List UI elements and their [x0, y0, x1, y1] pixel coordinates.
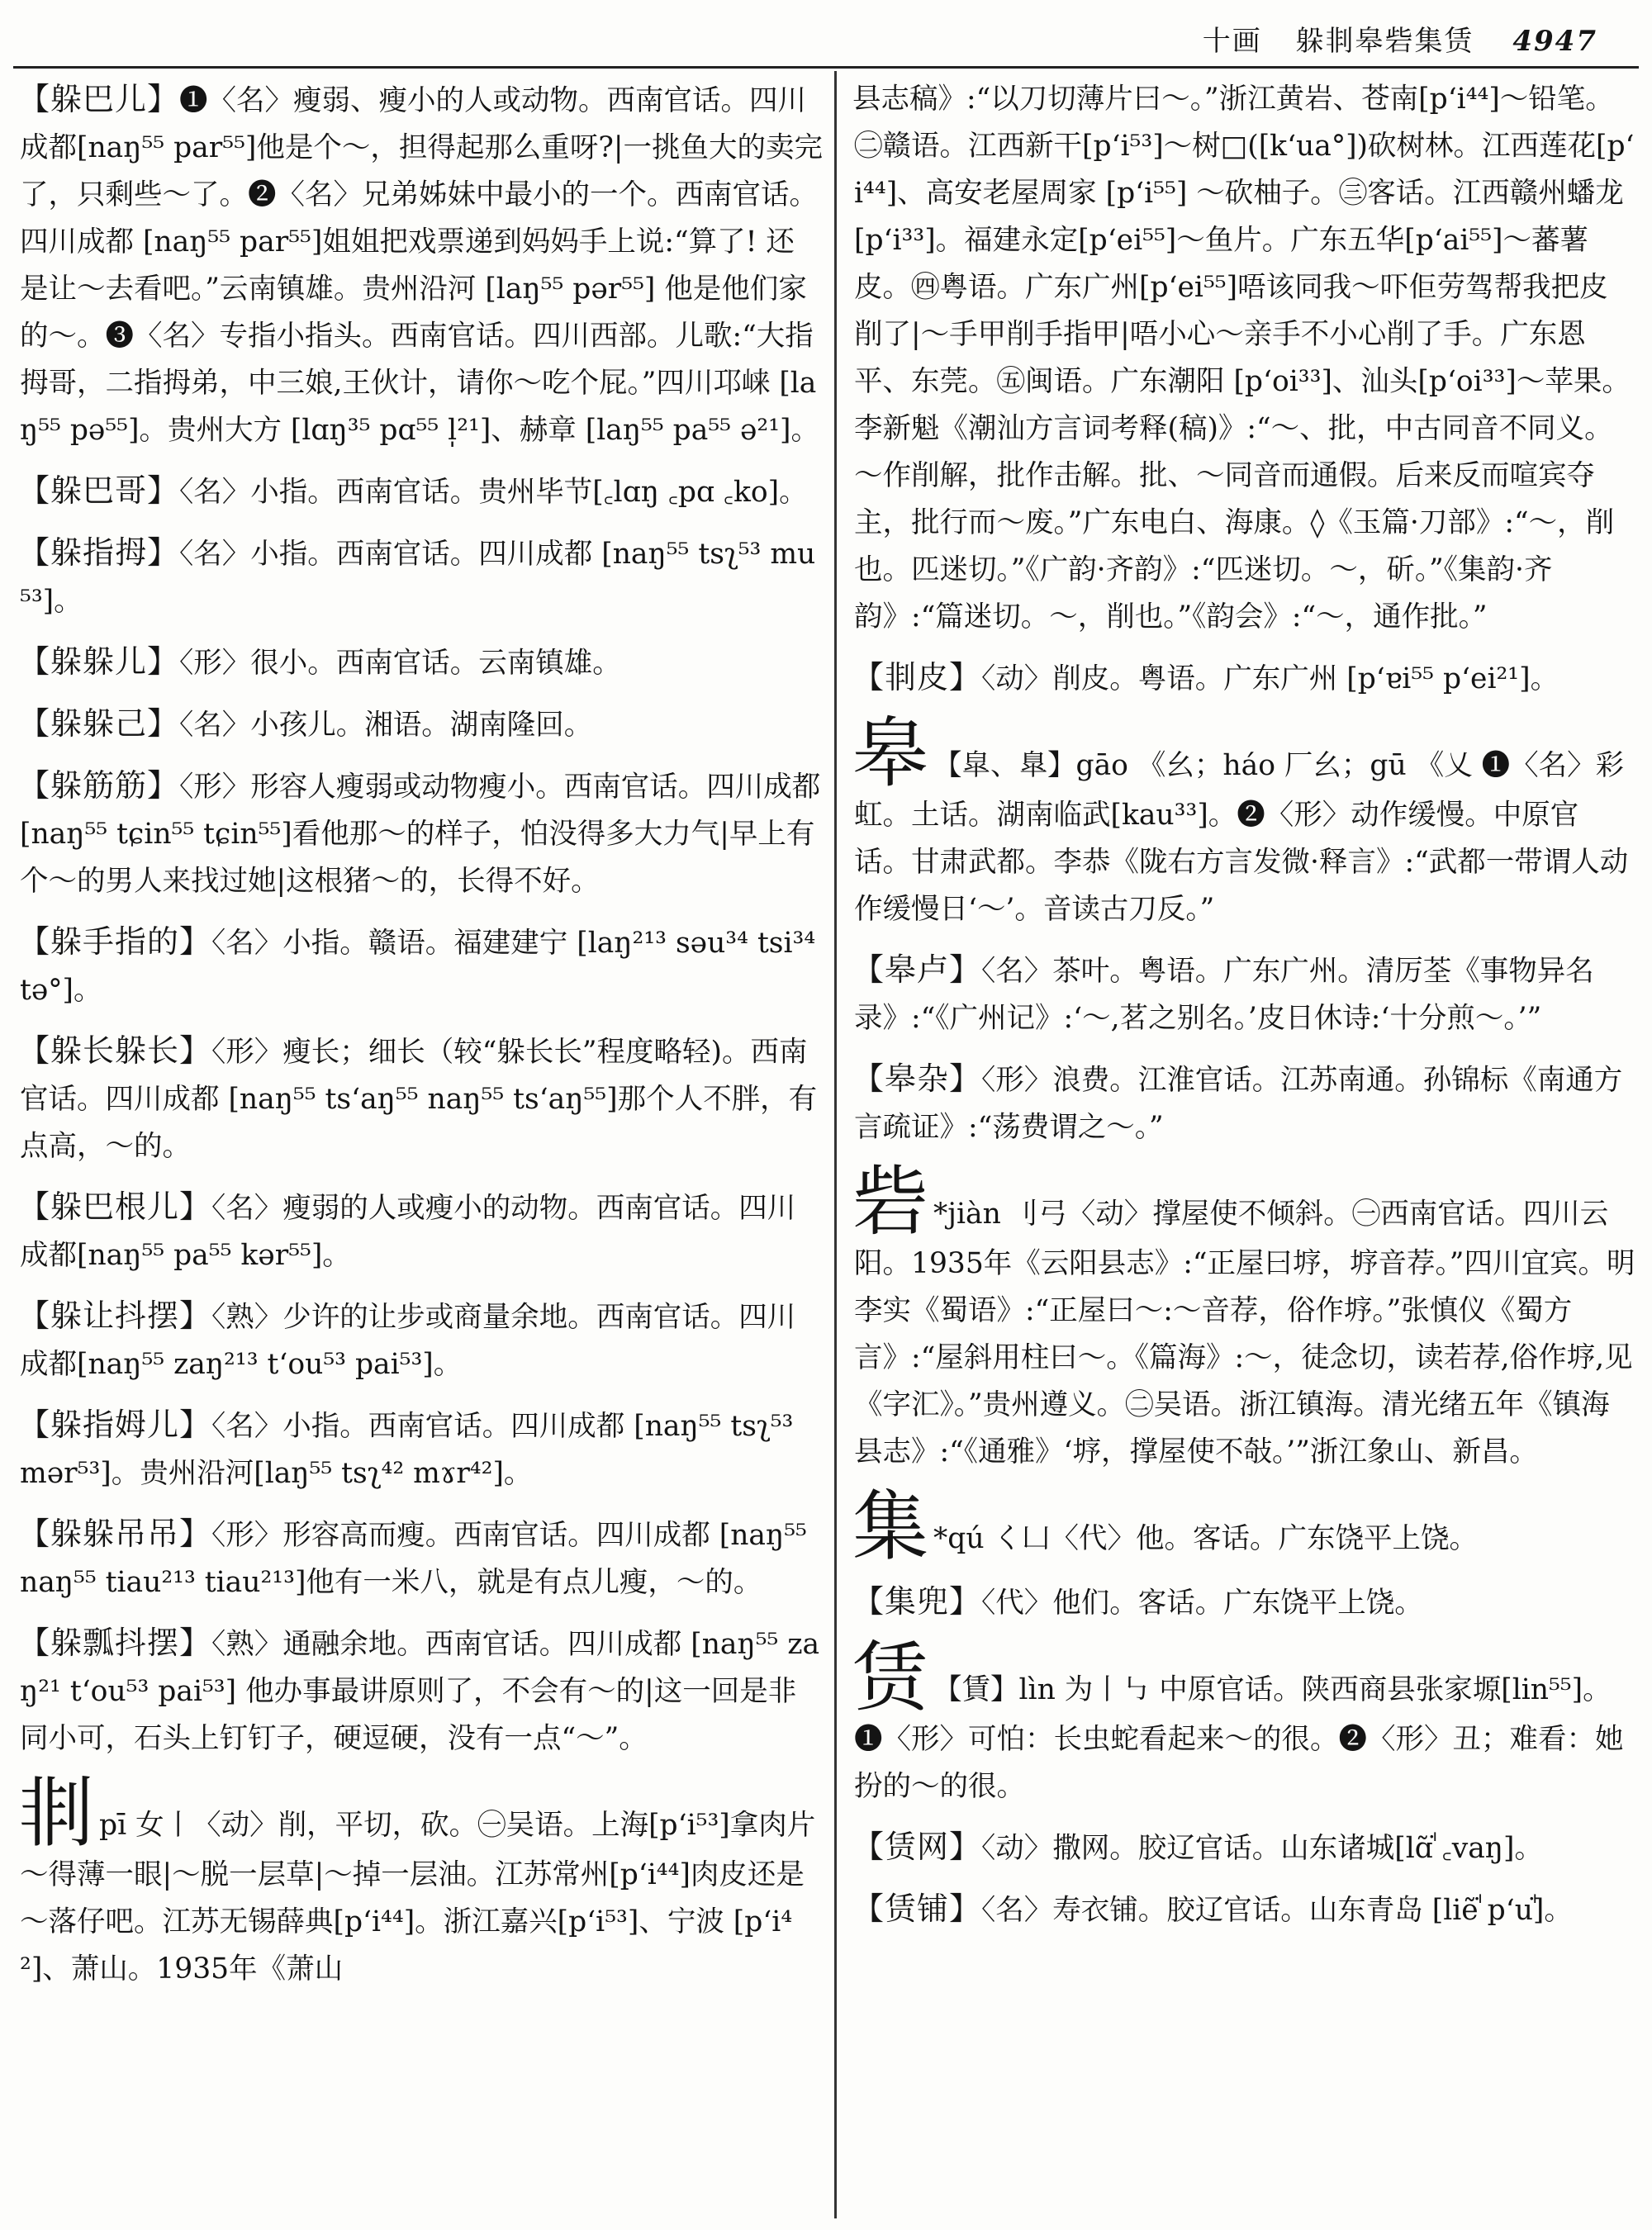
entry-body: 【皐、臯】gāo 《幺；háo 厂幺；gū 《乂 ❶〈名〉彩虹。土话。湖南临武[kau³³]。❷〈形〉动作缓慢。中原官话。甘肃武都。李恭《陇右方言发微·释言》:“武都一带谓人动作缓慢日‘～’。音读古刀反。”: [854, 749, 1629, 926]
dict-entry: [20, 467, 823, 516]
entry-headword: 【躲巴根儿】: [18, 1189, 212, 1225]
column-divider: [834, 71, 837, 2218]
running-header: [1203, 18, 1597, 59]
dict-entry-character: [852, 1158, 1635, 1476]
entry-headword: 【剕皮】: [852, 659, 982, 695]
entry-body: *jiàn 刂弓〈动〉撑屋使不倾斜。㊀西南官话。四川云阳。1935年《云阳县志》:“正屋曰垿，垿音荐。”四川宜宾。明李实《蜀语》:“正屋曰～:～音荐，俗作垿。”张慎仪《蜀方言》:“屋斜用柱曰～。《篇海》:～，徒念切，读若荐,俗作垿,见《字汇》。”贵州遵义。㊁吴语。浙江镇海。清光绪五年《镇海县志》:“《通雅》‘垿，撑屋使不敧。’”浙江象山、新昌。: [854, 1198, 1635, 1468]
entry-body: ❶〈名〉瘦弱、瘦小的人或动物。西南官话。四川成都[naŋ⁵⁵ par⁵⁵]他是个～，担得起那么重呀?|一挑鱼大的卖完了，只剩些～了。❷〈名〉兄弟姊妹中最小的一个。西南官话。四川成都 [naŋ⁵⁵ par⁵⁵]姐姐把戏票递到妈妈手上说:“算了! 还是让～去看吧。”云南镇雄。贵州沿河 [laŋ⁵⁵ pər⁵⁵] 他是他们家的～。❸〈名〉专指小指头。西南官话。四川西部。儿歌:“大指拇哥，二指拇弟，中三娘,王伙计，请你～吃个屁。”四川邛崃 [laŋ⁵⁵ pə⁵⁵]。贵州大方 [lɑŋ³⁵ pɑ⁵⁵ l̩²¹]、赫章 [laŋ⁵⁵ pa⁵⁵ ə²¹]。: [20, 84, 823, 447]
header-rule: [13, 66, 1639, 69]
entry-body: 〈名〉小指。西南官话。贵州毕节[꜀lɑŋ ꜀pɑ ꜀ko]。: [179, 476, 808, 509]
entry-headword: 【躲指姆儿】: [18, 1407, 212, 1443]
dict-entry-character: [852, 1634, 1635, 1810]
entry-body: 〈代〉他们。客话。广东饶平上饶。: [981, 1587, 1423, 1620]
dict-entry-character: [18, 1769, 823, 1993]
entry-big-character: 砦: [852, 1158, 929, 1246]
dict-entry: [20, 1184, 823, 1279]
page-number: 4947: [1512, 25, 1597, 58]
entry-headword: 【皋卢】: [852, 951, 982, 988]
entry-headword: 【躲躲己】: [18, 705, 180, 742]
entry-body: 〈名〉瘦弱的人或瘦小的动物。西南官话。四川成都[naŋ⁵⁵ pa⁵⁵ kər⁵⁵]。: [20, 1192, 796, 1272]
header-chars: 躲剕皋砦集赁: [1295, 25, 1474, 58]
dict-entry: [854, 1824, 1635, 1872]
dict-entry: [20, 762, 823, 905]
entry-big-character: 剕: [18, 1769, 95, 1858]
dict-entry: [854, 1578, 1635, 1627]
entry-headword: 【躲巴哥】: [18, 472, 180, 509]
entry-headword: 【赁铺】: [852, 1891, 982, 1927]
dict-entry: [20, 1620, 823, 1763]
dict-entry-continued: [854, 76, 1635, 641]
entry-body: pī 女丨〈动〉削，平切，砍。㊀吴语。上海[pʻi⁵³]拿肉片～得薄一眼|～脱一层草|～掉一层油。江苏常州[pʻi⁴⁴]肉皮还是～落仔吧。江苏无锡薛典[pʻi⁴⁴]。浙江嘉兴[pʻi⁵³]、宁波 [pʻi⁴²]、萧山。1935年《萧山: [20, 1809, 816, 1986]
dict-entry: [20, 918, 823, 1014]
dict-entry: [20, 700, 823, 749]
entry-body: 〈名〉小指。赣语。福建建宁 [laŋ²¹³ səu³⁴ tsi³⁴ tə°]。: [20, 927, 816, 1007]
entry-body: 〈名〉小指。西南官话。四川成都 [naŋ⁵⁵ tsʅ⁵³ mu⁵³]。: [20, 538, 816, 618]
dict-entry: [20, 76, 823, 454]
entry-headword: 【躲指拇】: [18, 534, 180, 571]
entry-body: 〈熟〉少许的让步或商量余地。西南官话。四川成都[naŋ⁵⁵ zaŋ²¹³ tʻou⁵³ pai⁵³]。: [20, 1301, 796, 1381]
entry-body: 〈名〉小孩儿。湘语。湖南隆回。: [179, 709, 593, 742]
dict-entry: [20, 1293, 823, 1388]
entry-body: *qú く凵〈代〉他。客话。广东饶平上饶。: [933, 1522, 1479, 1555]
dict-entry: [854, 1056, 1635, 1151]
dict-entry-character: [852, 709, 1635, 933]
right-column: [854, 76, 1635, 1948]
entry-headword: 【躲躲吊吊】: [18, 1516, 212, 1552]
left-column: [20, 76, 823, 2006]
entry-headword: 【集兜】: [852, 1583, 982, 1620]
dict-entry: [20, 529, 823, 625]
entry-big-character: 赁: [852, 1634, 929, 1722]
entry-body: 〈熟〉通融余地。西南官话。四川成都 [naŋ⁵⁵ zaŋ²¹ tʻou⁵³ pai⁵³] 他办事最讲原则了，不会有～的|这一回是非同小可，石头上钉钉子，硬逗硬，没有一点“～”。: [20, 1628, 820, 1755]
dict-entry: [854, 1886, 1635, 1934]
entry-body: 〈形〉形容高而瘦。西南官话。四川成都 [naŋ⁵⁵ naŋ⁵⁵ tiau²¹³ tiau²¹³]他有一米八，就是有点儿瘦，～的。: [20, 1519, 807, 1599]
dict-entry: [20, 1511, 823, 1606]
entry-body: 〈形〉瘦长；细长（较“躲长长”程度略轻)。西南官话。四川成都 [naŋ⁵⁵ tsʻaŋ⁵⁵ naŋ⁵⁵ tsʻaŋ⁵⁵]那个人不胖，有点高，～的。: [20, 1036, 818, 1163]
header-section: 十画: [1202, 25, 1262, 58]
dict-entry-character: [852, 1483, 1635, 1571]
dict-entry: [20, 1027, 823, 1170]
entry-headword: 【皋杂】: [852, 1060, 982, 1097]
entry-big-character: 集: [852, 1483, 929, 1571]
entry-headword: 【躲巴儿】: [18, 81, 180, 117]
entry-body: 〈形〉很小。西南官话。云南镇雄。: [179, 647, 621, 680]
entry-body: 县志稿》:“以刀切薄片曰～。”浙江黄岩、苍南[pʻi⁴⁴]～铅笔。㊁赣语。江西新干[pʻi⁵³]～树□([kʻua°])砍树林。江西莲花[pʻi⁴⁴]、高安老屋周家 [pʻi⁵⁵] ～砍柚子。㊂客话。江西赣州蟠龙 [pʻi³³]。福建永定[pʻei⁵⁵]～鱼片。广东五华[pʻai⁵⁵]～蕃薯皮。㊃粤语。广东广州[pʻei⁵⁵]唔该同我～吓佢劳驾帮我把皮削了|～手甲削手指甲|唔小心～亲手不小心削了手。广东恩平、东莞。㊄闽语。广东潮阳 [pʻoi³³]、汕头[pʻoi³³]～苹果。李新魁《潮汕方言词考释(稿)》:“～、批，中古同音不同义。～作削解，批作击解。批、～同音而通假。后来反而喧宾夺主，批行而～废。”广东电白、海康。◊《玉篇·刀部》:“～，削也。匹迷切。”《广韵·齐韵》:“匹迷切。～，斫。”《集韵·齐韵》:“篇迷切。～，削也。”《韵会》:“～，通作批。”: [852, 83, 1635, 633]
entry-body: 〈名〉寿衣铺。胶辽官话。山东青岛 [liẽꜗ pʻuꜗ]。: [981, 1894, 1573, 1927]
dict-entry: [20, 638, 823, 687]
entry-headword: 【躲让抖摆】: [18, 1298, 212, 1334]
entry-body: 〈名〉小指。西南官话。四川成都 [naŋ⁵⁵ tsʅ⁵³ mər⁵³]。贵州沿河[laŋ⁵⁵ tsʅ⁴² mɤr⁴²]。: [20, 1410, 794, 1490]
entry-headword: 【赁网】: [852, 1829, 982, 1865]
entry-headword: 【躲躲儿】: [18, 643, 180, 680]
entry-body: 〈动〉撒网。胶辽官话。山东诸城[lɑ̃ꜗ ꜀vaŋ]。: [981, 1832, 1543, 1865]
entry-headword: 【躲长躲长】: [18, 1032, 212, 1069]
entry-body: 〈名〉茶叶。粤语。广东广州。清厉荃《事物异名录》:“《广州记》:‘～,茗之别名。’皮日休诗:‘十分煎～。’”: [854, 955, 1594, 1035]
dict-entry: [854, 947, 1635, 1042]
dict-entry: [854, 654, 1635, 703]
dict-entry: [20, 1402, 823, 1497]
entry-body: 〈形〉形容人瘦弱或动物瘦小。西南官话。四川成都[naŋ⁵⁵ tɕin⁵⁵ tɕin⁵⁵]看他那～的样子，怕没得多大力气|早上有个～的男人来找过她|这根猪～的，长得不好。: [20, 771, 821, 898]
entry-body: 〈形〉浪费。江淮官话。江苏南通。孙锦标《南通方言疏证》:“荡费谓之～。”: [854, 1064, 1623, 1144]
entry-headword: 【躲瓢抖摆】: [18, 1625, 212, 1661]
entry-body: 【賃】lìn 为丨㇉ 中原官话。陕西商县张家塬[lin⁵⁵]。❶〈形〉可怕：长虫蛇看起来～的很。❷〈形〉丑；难看：她扮的～的很。: [854, 1673, 1624, 1803]
entry-headword: 【躲手指的】: [18, 923, 212, 960]
entry-headword: 【躲筋筋】: [18, 767, 180, 804]
entry-body: 〈动〉削皮。粤语。广东广州 [pʻɐi⁵⁵ pʻei²¹]。: [981, 662, 1559, 695]
entry-big-character: 皋: [852, 709, 929, 798]
